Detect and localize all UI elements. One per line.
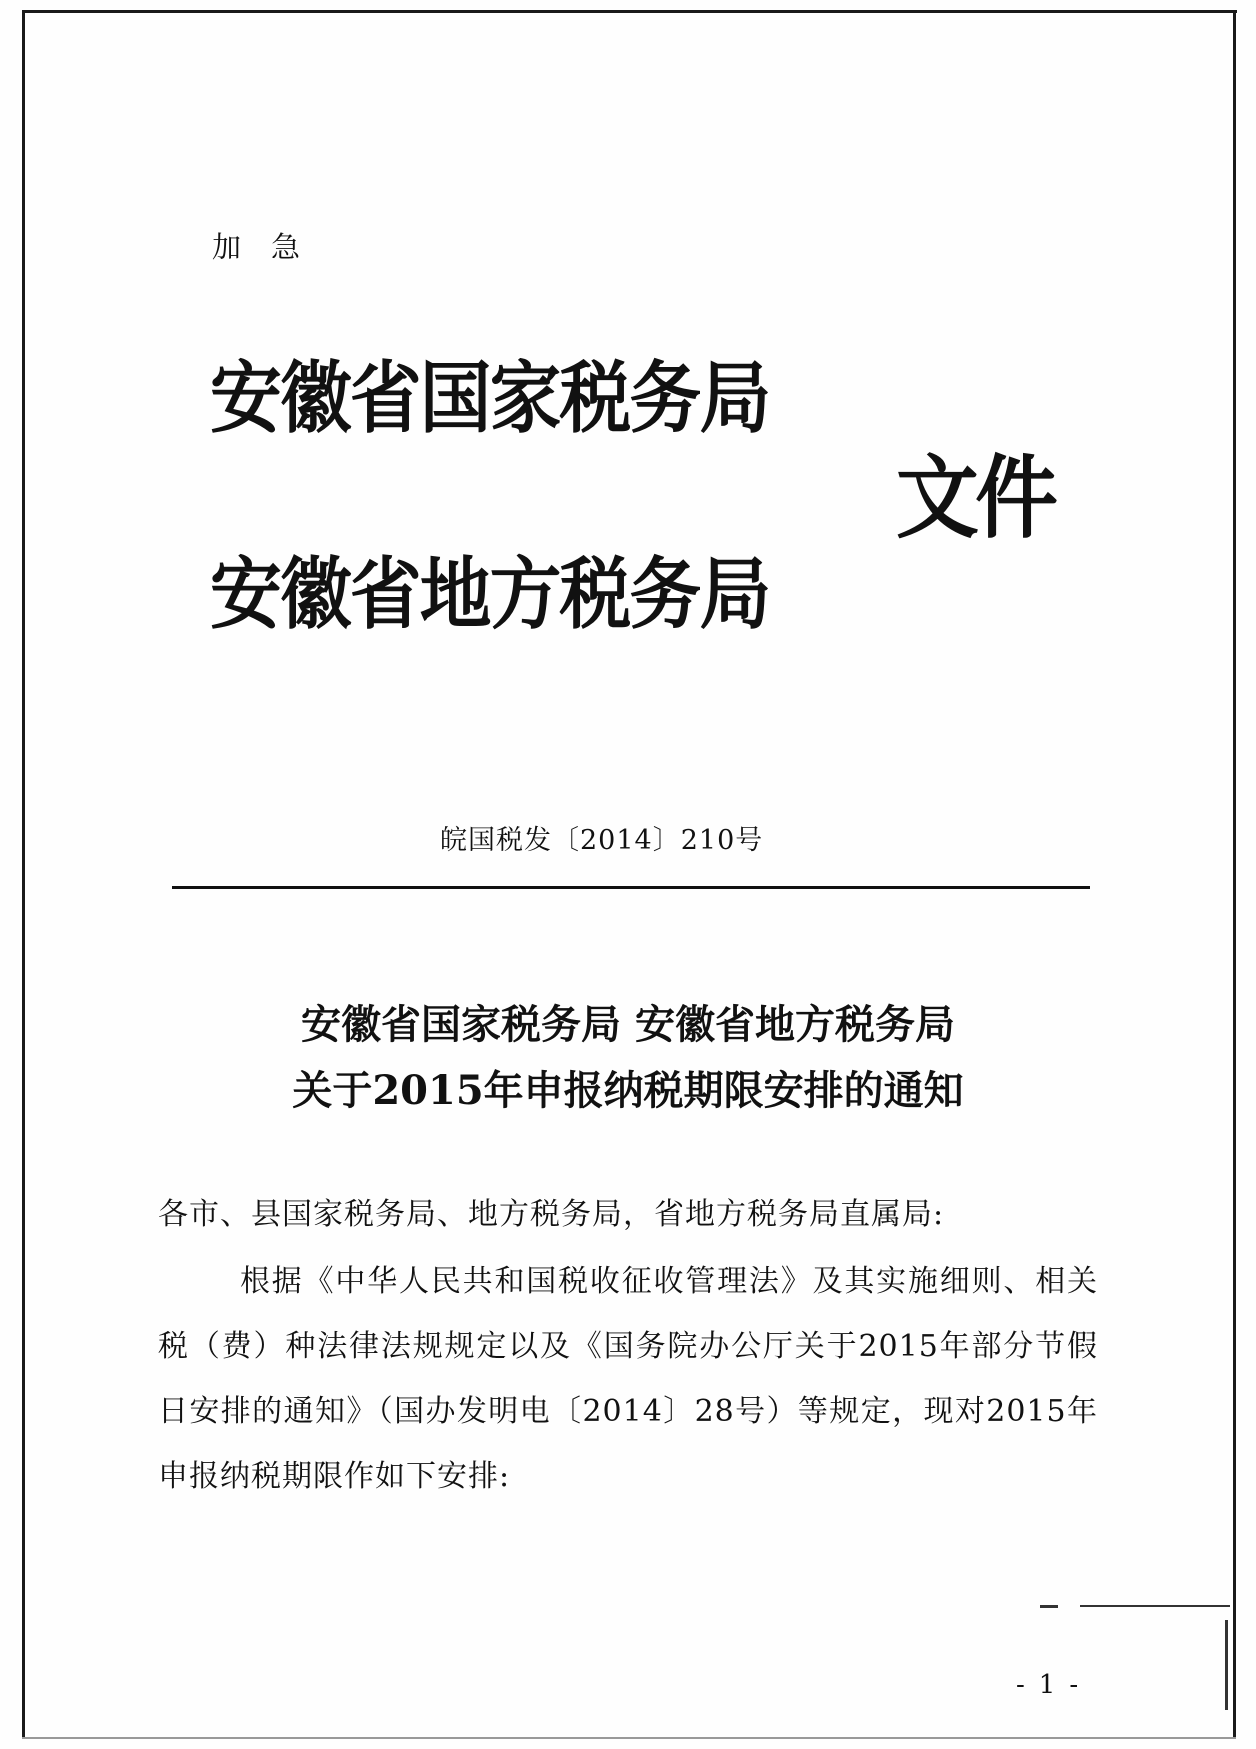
- urgency-label: 加急: [212, 230, 331, 264]
- issuer-national-tax-bureau: 安徽省国家税务局: [210, 353, 770, 444]
- scan-artifact-dash: [1040, 1605, 1058, 1608]
- scan-border-right: [1233, 10, 1236, 1738]
- body-paragraph: 根据《中华人民共和国税收征收管理法》及其实施细则、相关税（费）种法律法规规定以及《国务院办公厅关于2015年部分节假日安排的通知》（国办发明电〔2014〕28号）等规定，现对2015年申报纳税期限作如下安排:: [158, 1264, 1098, 1494]
- scan-artifact-bottom: [1080, 1605, 1230, 1607]
- document-suffix: 文件: [896, 445, 1055, 551]
- notice-title-line-2: 关于2015年申报纳税期限安排的通知: [292, 1067, 964, 1114]
- notice-title-line-1: 安徽省国家税务局 安徽省地方税务局: [301, 1001, 955, 1048]
- salutation: 各市、县国家税务局、地方税务局，省地方税务局直属局:: [158, 1197, 945, 1232]
- scan-artifact-right: [1225, 1620, 1228, 1710]
- scan-border-top: [22, 10, 1237, 13]
- scan-border-bottom: [22, 1737, 1236, 1739]
- header-divider: [172, 886, 1090, 889]
- scan-border-left: [22, 10, 25, 1738]
- document-number: 皖国税发〔2014〕210号: [440, 825, 764, 856]
- page-number: -1-: [1016, 1670, 1093, 1700]
- issuer-local-tax-bureau: 安徽省地方税务局: [210, 549, 770, 640]
